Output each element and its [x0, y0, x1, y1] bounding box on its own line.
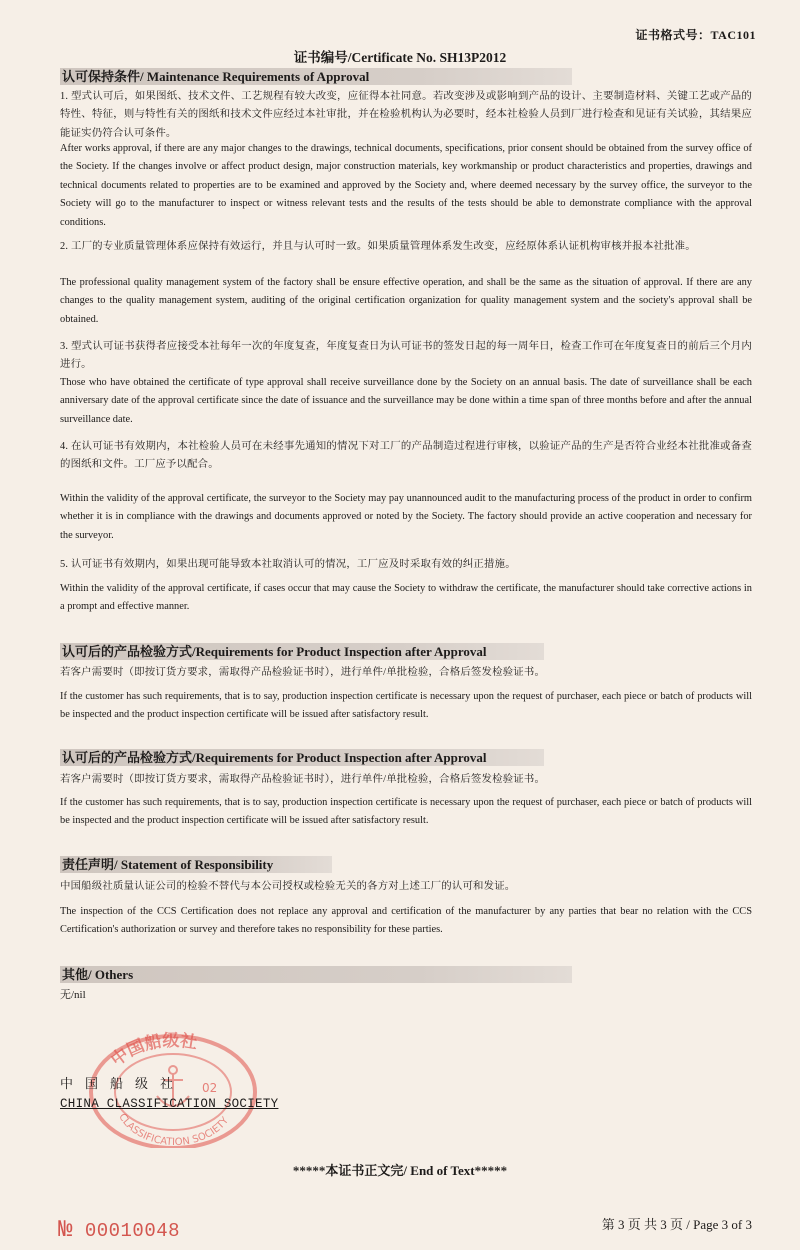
responsibility-heading: 责任声明/ Statement of Responsibility	[60, 856, 332, 873]
maintenance-item-2-cn: 2. 工厂的专业质量管理体系应保持有效运行，并且与认可时一致。如果质量管理体系发生改变，应经原体系认证机构审核并报本社批准。	[60, 241, 696, 252]
stamp-top-text: 中国船级社	[107, 1030, 199, 1071]
others-value: 无/nil	[60, 989, 86, 1001]
responsibility-cn: 中国船级社质量认证公司的检验不替代与本公司授权或检验无关的各方对上述工厂的认可和发证。	[60, 881, 516, 892]
maintenance-item-5-cn: 5. 认可证书有效期内，如果出现可能导致本社取消认可的情况，工厂应及时采取有效的纠正措施。	[60, 559, 516, 570]
serial-number	[58, 1217, 180, 1244]
inspection-heading-1: 认可后的产品检验方式/Requirements for Product Inspection after Approval	[60, 643, 544, 660]
others-heading: 其他/ Others	[60, 966, 572, 983]
signature-org-cn: 中国船级社	[60, 1077, 186, 1092]
serial-value: 00010048	[84, 1220, 181, 1242]
stamp-number: 02	[202, 1081, 218, 1095]
stamp-bottom-text: CLASSIFICATION SOCIETY	[116, 1111, 232, 1148]
svg-text:中国船级社	[107, 1030, 199, 1071]
responsibility-en: The inspection of the CCS Certification does not replace any approval and certification of the manufacturer by any parties that bear no relation with the CCS Certification's authorization or survey and therefore takes no responsibility for these parties.	[60, 906, 752, 936]
page-number: 第 3 页 共 3 页 / Page 3 of 3	[601, 1217, 752, 1232]
end-of-text: *****本证书正文完/ End of Text*****	[292, 1163, 508, 1178]
maintenance-item-1-en: After works approval, if there are any major changes to the drawings, technical documents, specifications, prior consent should be obtained from the survey office of the Society. If the changes involve or affect product design, major construction materials, key workmanship or product characteristics and properties, drawings and technical documents related to properties are to be examined and approved by the Society and, where deemed necessary by the survey office, the surveyor to the Society will go to the manufacturer to inspect or witness relevant tests and the results of the tests should be able to demonstrate compliance with the approval conditions.	[60, 143, 752, 228]
maintenance-heading: 认可保持条件/ Maintenance Requirements of Approval	[60, 68, 572, 85]
inspection-2-cn: 若客户需要时（即按订货方要求，需取得产品检验证书时），进行单件/单批检验，合格后签发检验证书。	[60, 774, 546, 785]
maintenance-item-3-en: Those who have obtained the certificate of type approval shall receive surveillance done by the Society on an annual basis. The date of surveillance shall be each anniversary date of the approval certificate since the date of issuance and the surveillance may be done within a time span of three months before and after the annual surveillance date.	[60, 377, 752, 425]
certificate-number: 证书编号/Certificate No. SH13P2012	[293, 50, 507, 65]
maintenance-item-4-cn: 4. 在认可证书有效期内，本社检验人员可在未经事先通知的情况下对工厂的产品制造过程进行审核，以验证产品的生产是否符合业经本社批准或备查的图纸和文件。工厂应予以配合。	[60, 441, 752, 471]
numero-sign: №	[58, 1217, 73, 1244]
maintenance-item-1-cn: 1. 型式认可后，如果图纸、技术文件、工艺规程有较大改变，应征得本社同意。若改变涉及或影响到产品的设计、主要制造材料、关键工艺或产品的特性、特征，则与特性有关的图纸和技术文件应经过本社审批，并在检验机构认为必要时，经本社检验人员到厂进行检查和见证有关试验，其结果应能证实仍符合认可条件。	[60, 91, 752, 139]
form-code: 证书格式号：TAC101	[635, 28, 756, 42]
maintenance-item-4-en: Within the validity of the approval certificate, the surveyor to the Society may pay unannounced audit to the manufacturing process of the product in order to confirm whether it is in compliance with the drawings and documents approved or noted by the Society. The factory should provide an active cooperation and necessary for the surveyor.	[60, 493, 752, 541]
signature-org-en: CHINA CLASSIFICATION SOCIETY	[60, 1097, 279, 1111]
maintenance-item-5-en: Within the validity of the approval certificate, if cases occur that may cause the Society to withdraw the certificate, the manufacturer should take corrective actions in a prompt and effective manner.	[60, 583, 752, 613]
inspection-1-en: If the customer has such requirements, that is to say, production inspection certificate is necessary upon the request of purchaser, each piece or batch of products will be inspected and the product inspection certificate will be issued after satisfactory result.	[60, 691, 752, 721]
inspection-1-cn: 若客户需要时（即按订货方要求，需取得产品检验证书时），进行单件/单批检验，合格后签发检验证书。	[60, 667, 546, 678]
inspection-2-en: If the customer has such requirements, that is to say, production inspection certificate is necessary upon the request of purchaser, each piece or batch of products will be inspected and the product inspection certificate will be issued after satisfactory result.	[60, 797, 752, 827]
maintenance-item-2-en: The professional quality management system of the factory shall be ensure effective operation, and shall be the same as the situation of approval. If there are any changes to the quality management system, auditing of the original certification organization for quality management system and the society's approval shall be obtained.	[60, 277, 752, 325]
maintenance-item-3-cn: 3. 型式认可证书获得者应接受本社每年一次的年度复查，年度复查日为认可证书的签发日起的每一周年日，检查工作可在年度复查日的前后三个月内进行。	[60, 341, 752, 371]
inspection-heading-2: 认可后的产品检验方式/Requirements for Product Inspection after Approval	[60, 749, 544, 766]
